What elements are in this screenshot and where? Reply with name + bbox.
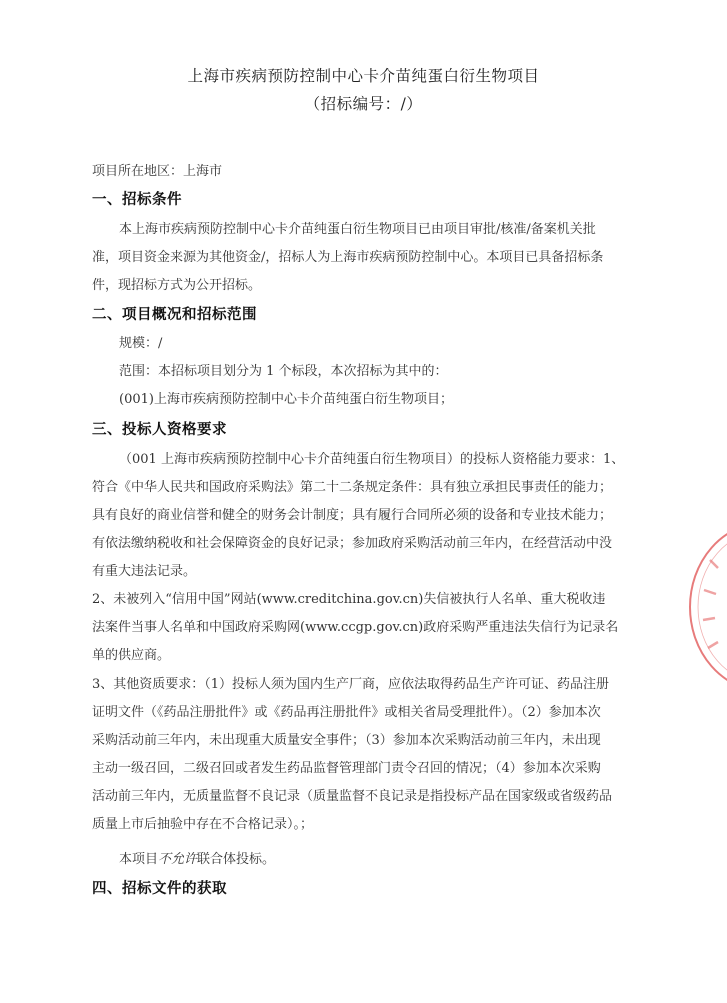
paragraph-line: 单的供应商。: [92, 648, 171, 663]
paragraph-line: 主动一级召回，二级召回或者发生药品监督管理部门责令召回的情况；（4）参加本次采购: [92, 761, 601, 776]
paragraph-line: 符合《中华人民共和国政府采购法》第二十二条规定条件：具有独立承担民事责任的能力；: [92, 480, 613, 495]
paragraph-line: 活动前三年内，无质量监督不良记录（质量监督不良记录是指投标产品在国家级或省级药品: [92, 789, 613, 804]
paragraph-line: 3、其他资质要求：（1）投标人须为国内生产厂商，应依法取得药品生产许可证、药品注册: [92, 677, 610, 692]
paragraph-line: （001 上海市疾病预防控制中心卡介苗纯蛋白衍生物项目）的投标人资格能力要求：1、: [119, 452, 625, 467]
section-heading-2: 二、项目概况和招标范围: [92, 307, 257, 323]
lot-line: (001)上海市疾病预防控制中心卡介苗纯蛋白衍生物项目；: [119, 392, 453, 407]
paragraph-line: 2、未被列入“信用中国”网站(www.creditchina.gov.cn)失信被执行人名单、重大税收违: [92, 592, 606, 607]
paragraph-line: 件，现招标方式为公开招标。: [92, 278, 262, 293]
consortium-suffix: 联合体投标。: [197, 852, 276, 867]
paragraph-line: 有依法缴纳税收和社会保障资金的良好记录；参加政府采购活动前三年内，在经营活动中没: [92, 536, 613, 551]
consortium-prefix: 本项目: [119, 852, 159, 867]
paragraph-line: 准，项目资金来源为其他资金/，招标人为上海市疾病预防控制中心。本项目已具备招标条: [92, 250, 604, 265]
scale-line: 规模：/: [119, 336, 163, 351]
consortium-line: [119, 848, 275, 867]
paragraph-line: 质量上市后抽验中存在不合格记录）。；: [92, 817, 314, 832]
section-heading-3: 三、投标人资格要求: [92, 422, 227, 438]
document-title: 上海市疾病预防控制中心卡介苗纯蛋白衍生物项目: [187, 67, 540, 85]
official-seal-stamp: [688, 520, 727, 695]
paragraph-line: 证明文件（《药品注册批件》或《药品再注册批件》或相关省局受理批件）。（2）参加本次: [92, 705, 601, 720]
section-heading-1: 一、招标条件: [92, 192, 182, 208]
section-heading-4: 四、招标文件的获取: [92, 881, 227, 897]
paragraph-line: 本上海市疾病预防控制中心卡介苗纯蛋白衍生物项目已由项目审批/核准/备案机关批: [119, 222, 596, 237]
paragraph-line: 有重大违法记录。: [92, 564, 197, 579]
paragraph-line: 采购活动前三年内，未出现重大质量安全事件；（3）参加本次采购活动前三年内，未出现: [92, 733, 601, 748]
paragraph-line: 法案件当事人名单和中国政府采购网(www.ccgp.gov.cn)政府采购严重违法失信行为记录名: [92, 620, 619, 635]
scope-line: 范围：本招标项目划分为 1 个标段，本次招标为其中的：: [119, 364, 448, 379]
tender-number: （招标编号：/）: [304, 95, 423, 113]
project-region: 项目所在地区：上海市: [92, 164, 223, 179]
paragraph-line: 具有良好的商业信誉和健全的财务会计制度；具有履行合同所必须的设备和专业技术能力；: [92, 508, 613, 523]
consortium-not-allowed: 不允许: [158, 852, 198, 867]
